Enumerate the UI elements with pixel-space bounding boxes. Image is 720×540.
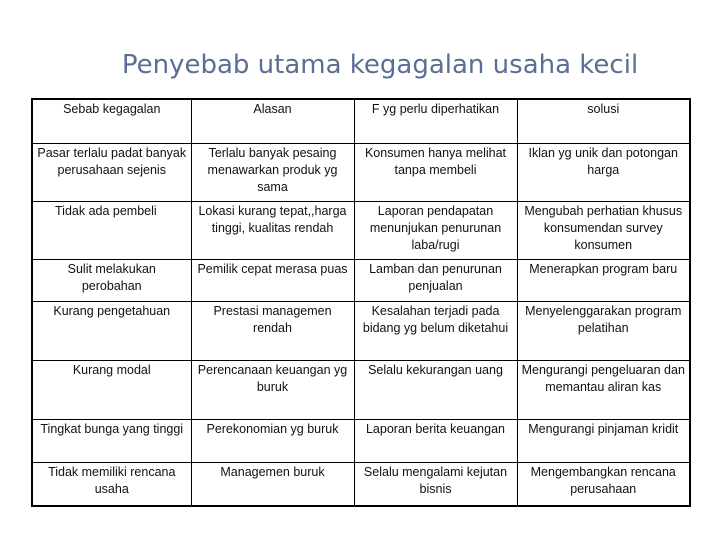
table-row (32, 462, 690, 506)
factor-cell: Laporan berita keuangan (354, 419, 517, 462)
cause-cell: Tidak ada pembeli (32, 201, 191, 259)
solution-cell: Mengurangi pengeluaran dan memantau aliran kas (517, 360, 690, 419)
solution-cell: Mengurangi pinjaman kridit (517, 419, 690, 462)
table-row (32, 259, 690, 301)
cause-cell: Sulit melakukan perobahan (32, 259, 191, 301)
page-title: Penyebab utama kegagalan usaha kecil (121, 50, 639, 80)
factor-cell: Selalu kekurangan uang (354, 360, 517, 419)
factor-cell: Kesalahan terjadi pada bidang yg belum diketahui (354, 301, 517, 360)
table-row (32, 419, 690, 462)
reason-cell: Terlalu banyak pesaing menawarkan produk yg sama (191, 143, 354, 201)
reason-cell: Pemilik cepat merasa puas (191, 259, 354, 301)
header-factor: F yg perlu diperhatikan (354, 99, 517, 143)
table-row (32, 360, 690, 419)
table-row (32, 301, 690, 360)
causes-table (31, 98, 691, 507)
cause-cell: Pasar terlalu padat banyak perusahaan sejenis (32, 143, 191, 201)
solution-cell: Mengembangkan rencana perusahaan (517, 462, 690, 506)
cause-cell: Tingkat bunga yang tinggi (32, 419, 191, 462)
reason-cell: Perekonomian yg buruk (191, 419, 354, 462)
reason-cell: Prestasi managemen rendah (191, 301, 354, 360)
factor-cell: Lamban dan penurunan penjualan (354, 259, 517, 301)
header-solution: solusi (517, 99, 690, 143)
table-row (32, 143, 690, 201)
factor-cell: Selalu mengalami kejutan bisnis (354, 462, 517, 506)
reason-cell: Perencanaan keuangan yg buruk (191, 360, 354, 419)
table-row (32, 201, 690, 259)
reason-cell: Managemen buruk (191, 462, 354, 506)
header-reason: Alasan (191, 99, 354, 143)
table-header-row (32, 99, 690, 143)
solution-cell: Iklan yg unik dan potongan harga (517, 143, 690, 201)
factor-cell: Laporan pendapatan menunjukan penurunan laba/rugi (354, 201, 517, 259)
solution-cell: Menyelenggarakan program pelatihan (517, 301, 690, 360)
solution-cell: Menerapkan program baru (517, 259, 690, 301)
factor-cell: Konsumen hanya melihat tanpa membeli (354, 143, 517, 201)
header-cause: Sebab kegagalan (32, 99, 191, 143)
reason-cell: Lokasi kurang tepat,,harga tinggi, kualitas rendah (191, 201, 354, 259)
cause-cell: Kurang modal (32, 360, 191, 419)
solution-cell: Mengubah perhatian khusus konsumendan survey konsumen (517, 201, 690, 259)
cause-cell: Tidak memiliki rencana usaha (32, 462, 191, 506)
cause-cell: Kurang pengetahuan (32, 301, 191, 360)
